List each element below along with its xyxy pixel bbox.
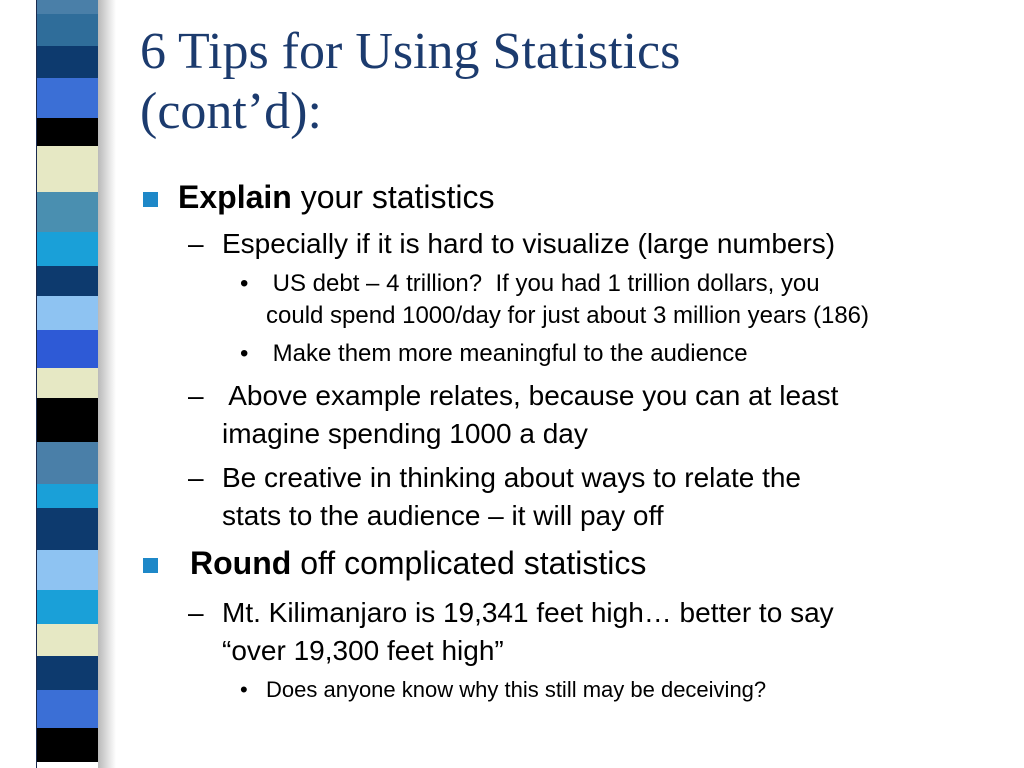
bullet-round bbox=[190, 544, 646, 582]
dot-marker: • bbox=[240, 677, 248, 702]
dash-marker: – bbox=[188, 380, 204, 411]
bullet-especially: Especially if it is hard to visualize (large numbers) bbox=[222, 228, 836, 259]
bullet-explain-bold: Explain bbox=[178, 179, 292, 215]
bullet-deceiving: Does anyone know why this still may be deceiving? bbox=[266, 677, 767, 702]
dash-marker: – bbox=[188, 228, 204, 259]
title-line-1: 6 Tips for Using Statistics bbox=[140, 23, 681, 80]
bullet-round-bold: Round bbox=[190, 545, 292, 581]
bullet-meaningful: Make them more meaningful to the audience bbox=[266, 340, 748, 367]
bullet-creative-line-2: stats to the audience – it will pay off bbox=[222, 500, 664, 531]
bullet-explain bbox=[178, 178, 495, 216]
square-bullet-icon bbox=[143, 192, 158, 207]
bullet-us-debt-line-1: US debt – 4 trillion? If you had 1 trillion dollars, you bbox=[266, 270, 820, 297]
dash-marker: – bbox=[188, 462, 204, 493]
dash-marker: – bbox=[188, 597, 204, 628]
bullet-round-rest: off complicated statistics bbox=[291, 545, 647, 581]
title-line-2: (cont’d): bbox=[140, 83, 322, 140]
dot-marker: • bbox=[240, 340, 249, 367]
bullet-creative-line-1: Be creative in thinking about ways to relate the bbox=[222, 462, 802, 493]
bullet-above-line-1: Above example relates, because you can at least bbox=[222, 380, 839, 411]
bullet-above-line-2: imagine spending 1000 a day bbox=[222, 418, 588, 449]
square-bullet-icon bbox=[143, 558, 158, 573]
bullet-kilimanjaro-line-1: Mt. Kilimanjaro is 19,341 feet high… better to say bbox=[222, 597, 834, 628]
dot-marker: • bbox=[240, 270, 249, 297]
bullet-us-debt-line-2: could spend 1000/day for just about 3 million years (186) bbox=[266, 302, 870, 329]
bullet-explain-rest: your statistics bbox=[291, 179, 495, 215]
bullet-kilimanjaro-line-2: “over 19,300 feet high” bbox=[222, 635, 504, 666]
